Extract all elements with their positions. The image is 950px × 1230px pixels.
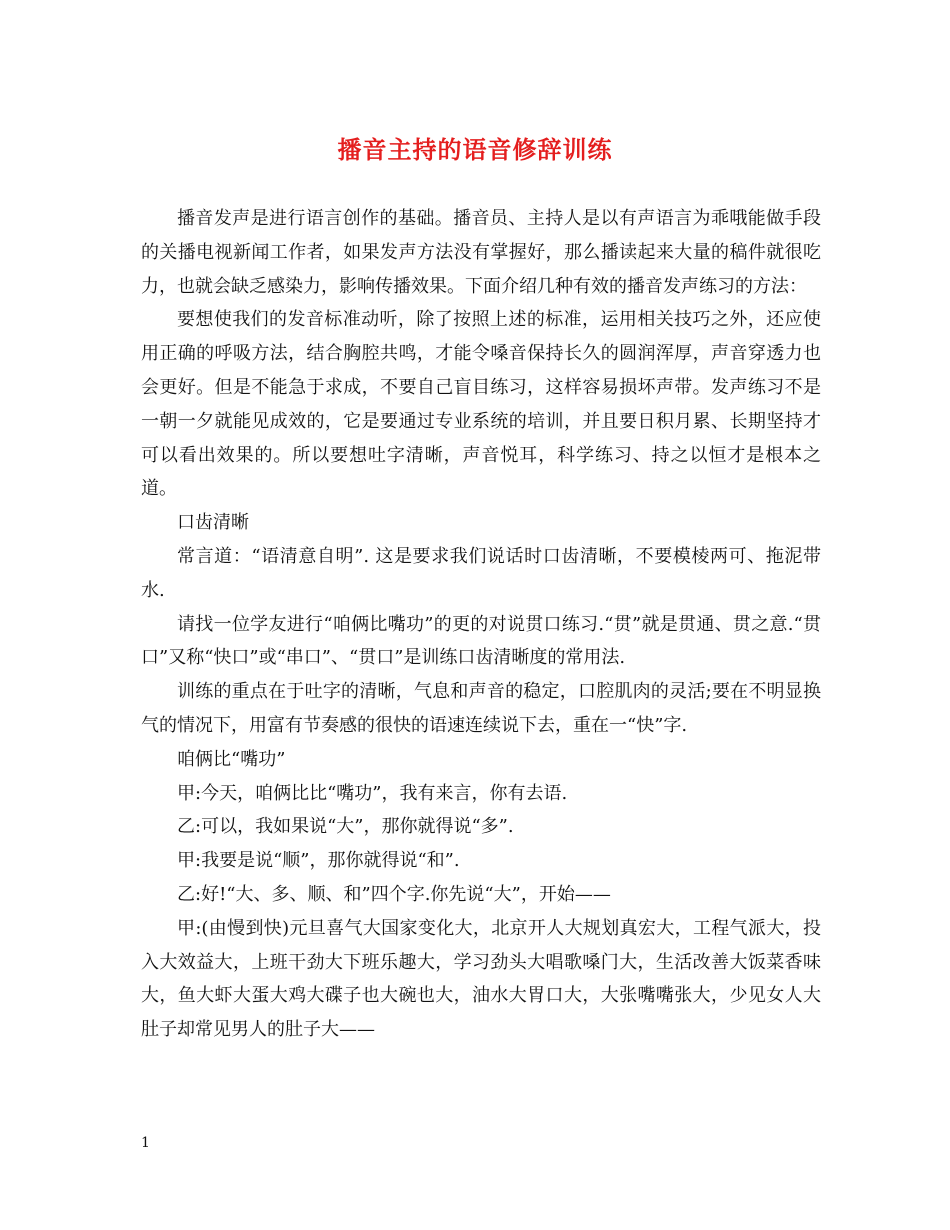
page-number: 1: [141, 1135, 150, 1151]
dialogue-line: 甲:(由慢到快)元旦喜气大国家变化大，北京开人大规划真宏大，工程气派大，投入大效益大，上班干劲大下班乐趣大，学习劲头大唱歌嗓门大，生活改善大饭菜香味大，鱼大虾大蛋大鸡大碟子也大碗也大，油水大胃口大，大张嘴嘴张大，少见女人大肚子却常见男人的肚子大——: [141, 917, 821, 1041]
paragraph: 常言道：“语清意自明”. 这是要求我们说话时口齿清晰，不要模棱两可、拖泥带水.: [141, 545, 821, 601]
paragraph: 请找一位学友进行“咱俩比嘴功”的更的对说贯口练习.“贯”就是贯通、贯之意.“贯口”又称“快口”或“串口”、“贯口”是训练口齿清晰度的常用法.: [141, 613, 821, 669]
paragraph: 训练的重点在于吐字的清晰，气息和声音的稳定，口腔肌肉的灵活;要在不明显换气的情况下，用富有节奏感的很快的语速连续说下去，重在一“快”字.: [141, 681, 821, 736]
paragraph: 播音发声是进行语言创作的基础。播音员、主持人是以有声语言为乖哦能做手段的关播电视新闻工作者，如果发声方法没有掌握好，那么播读起来大量的稿件就很吃力，也就会缺乏感染力，影响传播效果。下面介绍几种有效的播音发声练习的方法：: [141, 208, 821, 297]
section-heading: 口齿清晰: [177, 512, 249, 534]
section-heading: 咱俩比“嘴功”: [177, 748, 286, 770]
dialogue-line: 乙:好!“大、多、顺、和”四个字.你先说“大”，开始——: [177, 883, 611, 905]
document-title: 播音主持的语音修辞训练: [337, 135, 613, 164]
dialogue-line: 甲:今天，咱俩比比“嘴功”，我有来言，你有去语.: [177, 782, 568, 804]
dialogue-line: 乙:可以，我如果说“大”，那你就得说“多”.: [177, 816, 514, 838]
dialogue-line: 甲:我要是说“顺”，那你就得说“和”.: [177, 850, 460, 872]
document-body: [141, 202, 821, 1047]
paragraph: 要想使我们的发音标准动听，除了按照上述的标准，运用相关技巧之外，还应使用正确的呼吸方法，结合胸腔共鸣，才能令嗓音保持长久的圆润浑厚，声音穿透力也会更好。但是不能急于求成，不要自己盲目练习，这样容易损坏声带。发声练习不是一朝一夕就能见成效的，它是要通过专业系统的培训，并且要日积月累、长期坚持才可以看出效果的。所以要想吐字清晰，声音悦耳，科学练习、持之以恒才是根本之道。: [141, 309, 821, 500]
